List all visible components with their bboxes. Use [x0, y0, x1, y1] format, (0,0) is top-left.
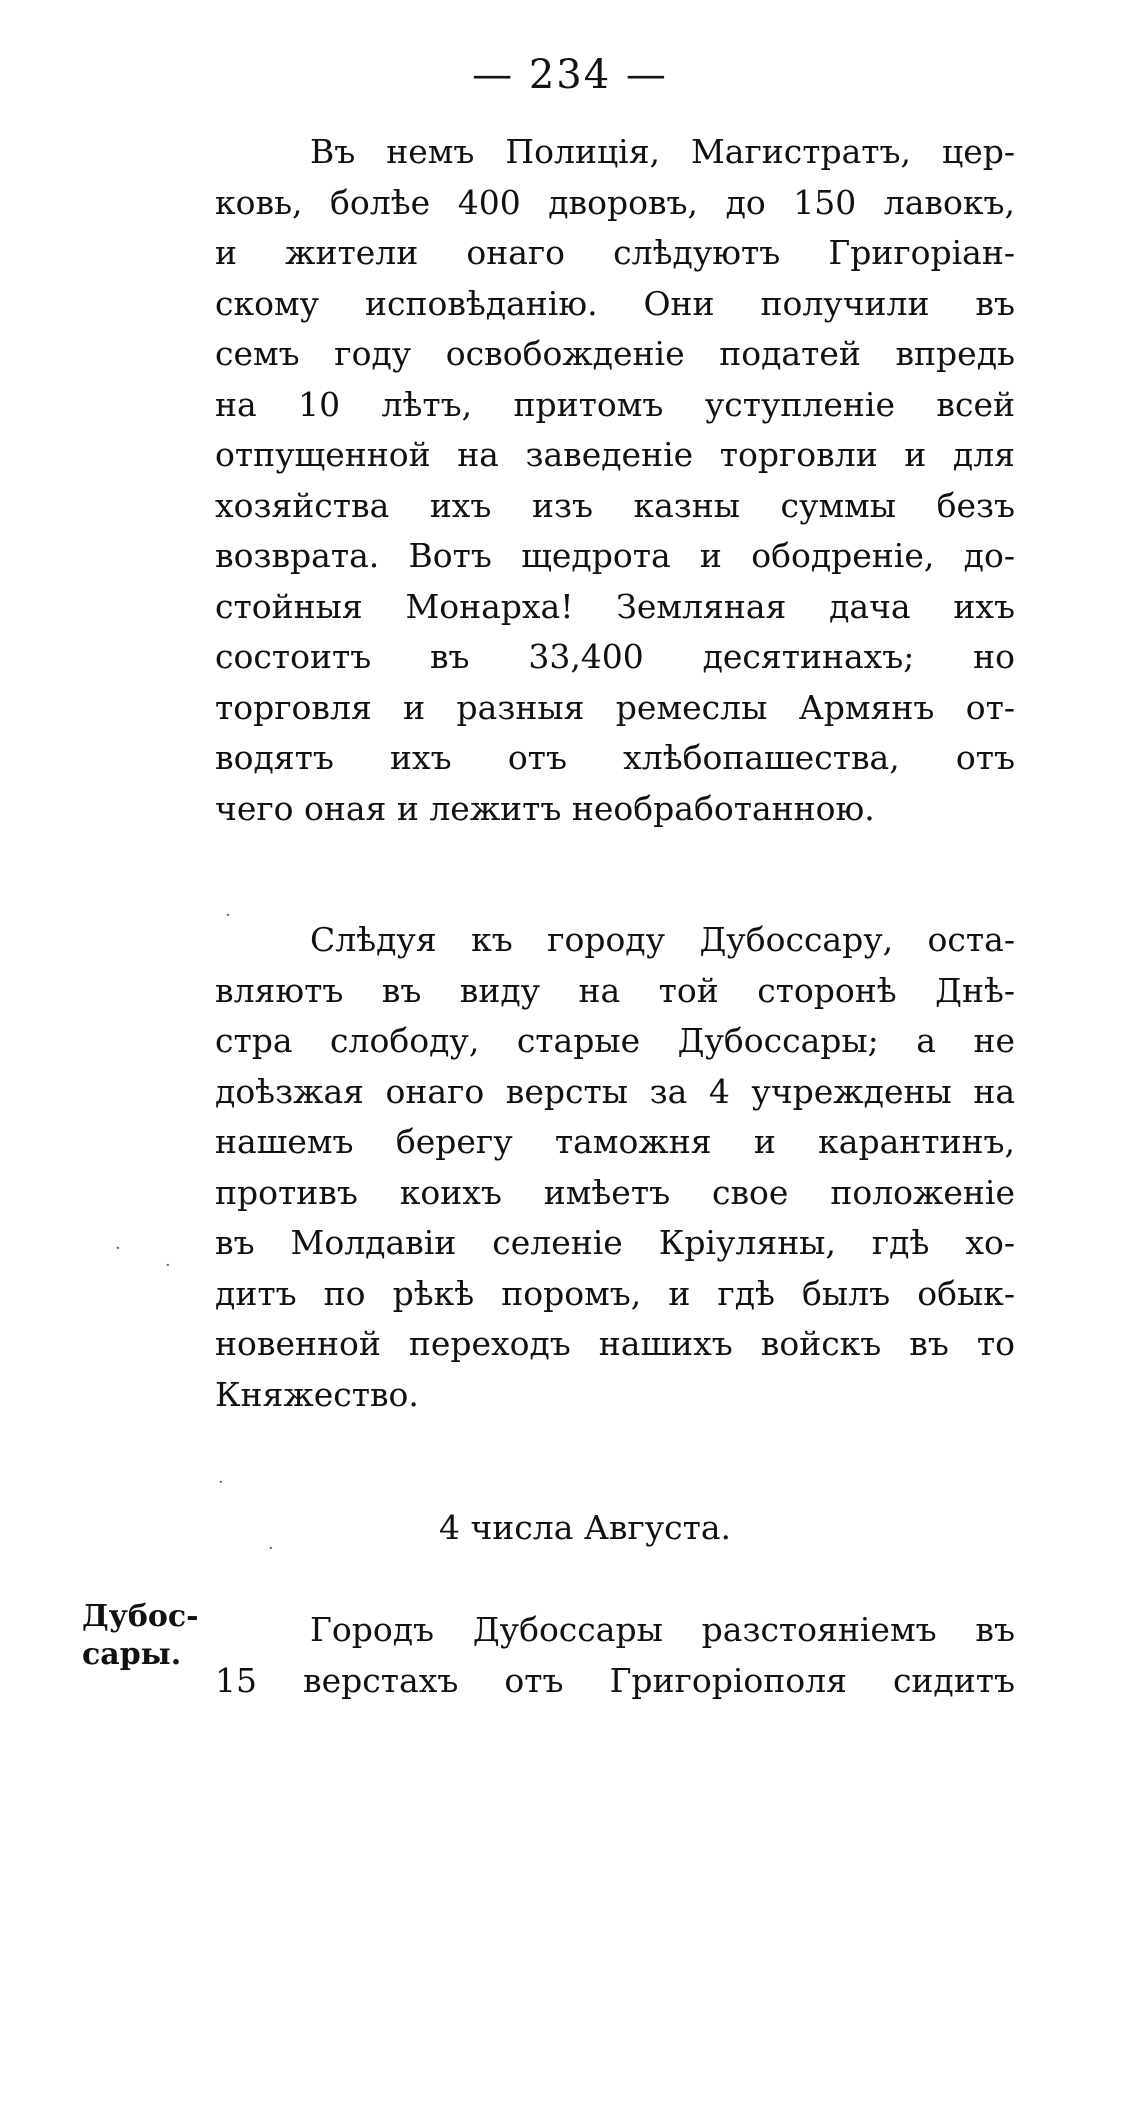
text-line: новенной переходъ нашихъ войскъ въ то — [215, 1324, 1015, 1363]
text-line: водятъ ихъ отъ хлѣбопашества, отъ — [215, 738, 1015, 777]
text-line: состоитъ въ 33,400 десятинахъ; но — [215, 637, 1015, 676]
text-line: Въ немъ Полиція, Магистратъ, цер- — [310, 132, 1015, 171]
print-speck: · — [165, 1255, 171, 1276]
paragraph-dubossary-approach — [215, 915, 1015, 1420]
print-speck: · — [225, 905, 231, 926]
text-line: возврата. Вотъ щедрота и ободреніе, до- — [215, 536, 1015, 575]
print-speck: · — [218, 1472, 224, 1493]
text-line: 15 верстахъ отъ Григоріополя сидитъ — [215, 1660, 1015, 1700]
text-line: въ Молдавіи селеніе Кріуляны, гдѣ хо- — [215, 1223, 1015, 1262]
text-line: вляютъ въ виду на той сторонѣ Днѣ- — [215, 970, 1015, 1010]
text-line: Городъ Дубоссары разстояніемъ въ — [310, 1610, 1015, 1649]
text-line: ковь, болѣе 400 дворовъ, до 150 лавокъ, — [215, 182, 1015, 222]
paragraph-armenians — [215, 127, 1015, 834]
marginal-note — [82, 1598, 199, 1674]
text-line: стра слободу, старые Дубоссары; а не — [215, 1021, 1015, 1060]
text-line: торговля и разныя ремеслы Армянъ от- — [215, 687, 1015, 727]
text-line: нашемъ берегу таможня и карантинъ, — [215, 1122, 1015, 1161]
marginal-note-line: Дубос- — [82, 1599, 199, 1634]
text-line: противъ коихъ имѣетъ свое положеніе — [215, 1172, 1015, 1212]
text-line: и жители онаго слѣдуютъ Григоріан- — [215, 233, 1015, 272]
text-line: стойныя Монарха! Земляная дача ихъ — [215, 586, 1015, 626]
text-line: чего оная и лежитъ необработанною. — [215, 788, 875, 828]
section-heading-date: 4 числа Августа. — [438, 1508, 732, 1547]
paragraph-dubossary-town — [215, 1605, 1015, 1706]
text-line: Княжество. — [215, 1374, 419, 1414]
text-line: на 10 лѣтъ, притомъ уступленіе всей — [215, 384, 1015, 424]
print-speck: · — [268, 1538, 274, 1559]
print-speck: · — [115, 1238, 121, 1259]
text-line: скому исповѣданію. Они получили въ — [215, 283, 1015, 323]
text-line: отпущенной на заведеніе торговли и для — [215, 435, 1015, 474]
text-line: дитъ по рѣкѣ поромъ, и гдѣ былъ обык- — [215, 1273, 1015, 1313]
text-line: хозяйства ихъ изъ казны суммы безъ — [215, 485, 1015, 525]
page-number: — 234 — — [472, 52, 668, 98]
marginal-note-line: сары. — [82, 1637, 182, 1672]
text-line: Слѣдуя къ городу Дубоссару, оста- — [310, 920, 1015, 959]
text-line: семъ году освобожденіе податей впредь — [215, 334, 1015, 373]
text-line: доѣзжая онаго версты за 4 учреждены на — [215, 1071, 1015, 1111]
